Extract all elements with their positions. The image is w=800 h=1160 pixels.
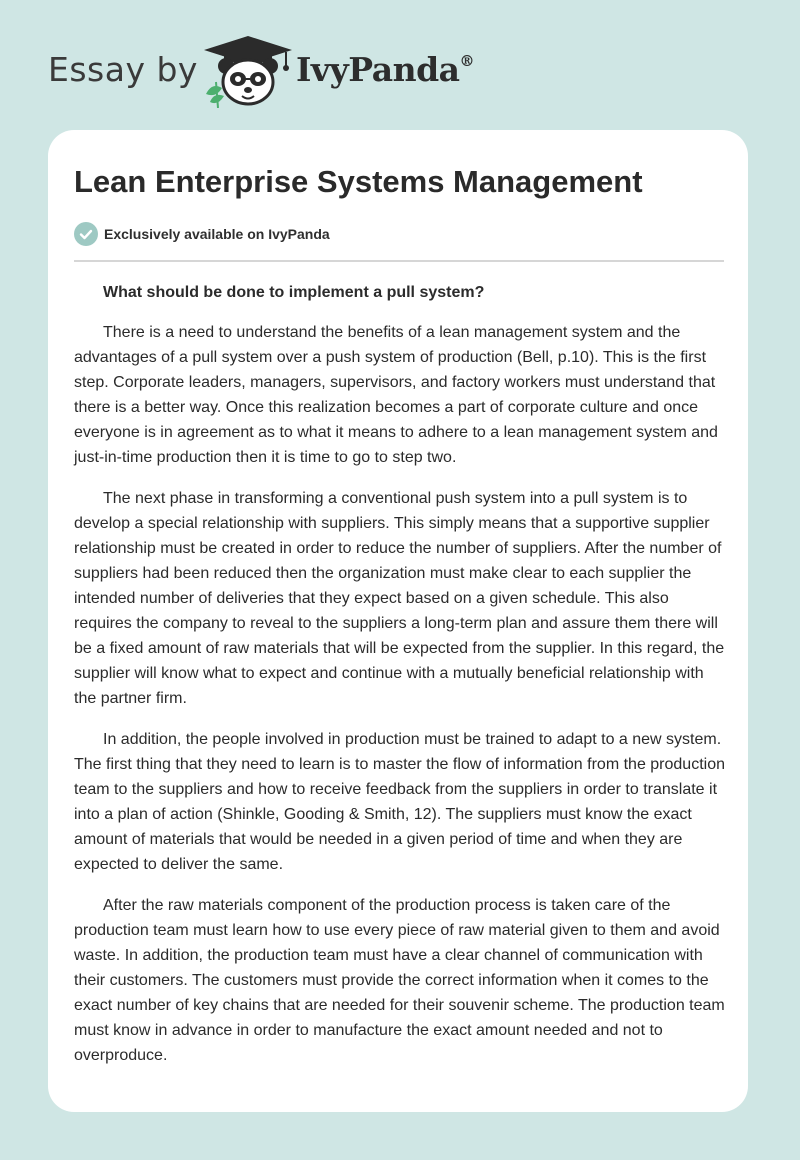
- panda-graduate-icon[interactable]: [198, 34, 298, 108]
- paragraph: The next phase in transforming a conventional push system into a pull system is to develop a special relationship with suppliers. This simply means that a supportive supplier relationship must be created in order to reduce the number of suppliers. After the number of suppliers had been reduced then the organization must make clear to each supplier the intended number of deliveries that they expect based on a given schedule. This also requires the company to reveal to the suppliers a long-term plan and assure them there will be a fixed amount of raw materials that will be expected from the supplier. In this regard, the supplier will know what to expect and continue with a mutually beneficial relationship with the partner firm.: [74, 490, 725, 707]
- essay-by-label: Essay by: [48, 50, 198, 89]
- paragraph: After the raw materials component of the production process is taken care of the production team must learn how to use every piece of raw material given to them and avoid waste. In addition, the production team must have a clear channel of communication with their customers. The customers must provide the correct information when it comes to the exact number of key chains that are needed for their souvenir scheme. The production team must know in advance in order to manufacture the exact amount needed and not to overproduce.: [74, 897, 725, 1064]
- paragraph: In addition, the people involved in production must be trained to adapt to a new system. The first thing that they need to learn is to master the flow of information from the production team to the suppliers and how to receive feedback from the suppliers in order to translate it into a plan of action (Shinkle, Gooding & Smith, 12). The suppliers must know the exact amount of materials that would be needed in a given period of time and when they are expected to deliver the same.: [74, 731, 725, 873]
- registered-mark: ®: [459, 52, 475, 70]
- article-card: [48, 130, 748, 1112]
- section-question: What should be done to implement a pull system?: [103, 284, 485, 301]
- site-header: [48, 30, 648, 110]
- check-circle-icon: [74, 222, 98, 246]
- badge-text: Exclusively available on IvyPanda: [104, 226, 330, 242]
- brand-text: IvyPanda: [296, 50, 460, 89]
- exclusive-badge: [74, 222, 330, 246]
- brand-name[interactable]: [296, 50, 474, 89]
- page-title: Lean Enterprise Systems Management: [74, 164, 643, 199]
- divider: [74, 260, 724, 262]
- paragraph: There is a need to understand the benefits of a lean management system and the advantages of a pull system over a push system of production (Bell, p.10). This is the first step. Corporate leaders, managers, supervisors, and factory workers must understand that there is a better way. Once this realization becomes a part of corporate culture and once everyone is in agreement as to what it means to adhere to a lean management system and just-in-time production then it is time to go to step two.: [74, 324, 718, 466]
- article-body: [74, 280, 726, 1084]
